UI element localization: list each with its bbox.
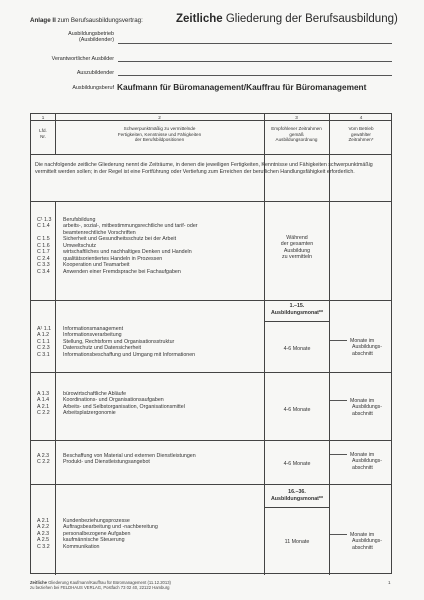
section-1-codes: C¹ 1.3 C 1.4 C 1.5 C 1.6 C 1.7 C 2.4 C 3.3 C 3.4 bbox=[37, 217, 52, 275]
field-label-ausbilder: Verantwortlicher Ausbilder bbox=[51, 56, 114, 62]
col-number-2: 2 bbox=[158, 114, 161, 120]
gliederung-table bbox=[30, 113, 392, 574]
section-4-zeitrahmen: 4-6 Monate bbox=[283, 461, 311, 467]
page-number: 1 bbox=[388, 580, 391, 585]
section-4-betrieb-zeitrahmen[interactable]: Monate im Ausbildungs- abschnitt bbox=[330, 452, 392, 471]
col-header-zeitrahmen-empfohlen: Empfohlener Zeitrahmen gemäß Ausbildungsordnung bbox=[271, 126, 322, 143]
section-1-zeitrahmen: Während der gesamten Ausbildung zu vermitteln bbox=[280, 235, 314, 261]
section-3-zeitrahmen: 4-6 Monate bbox=[283, 407, 311, 413]
footer-text: Zeitliche Gliederung Kaufmann/Kauffrau für Büromanagement (11.12.2013) zu beziehen bei FELDHAUS VERLAG, Postfach 73 02 40, 22122 Hamburg bbox=[30, 580, 171, 591]
col-header-fertigkeiten: Schwerpunktmäßig zu vermittelnde Fertigkeiten, Kenntnisse und Fähigkeiten der Berufsbildpositionen bbox=[117, 126, 202, 143]
anlage-label: Anlage II zum Berufsausbildungsvertrag: bbox=[30, 17, 143, 24]
section-5-codes: A 2.1 A 2.2 A 2.3 A 2.5 C 3.2 bbox=[37, 518, 50, 550]
field-line-ausbildungsbetrieb[interactable] bbox=[118, 43, 392, 44]
intro-text: Die nachfolgende zeitliche Gliederung nennt die Zeiträume, in denen die jeweiligen Fertigkeiten, Kenntnisse und Fähigkeiten schwerpunktmäßig vermittelt werden sollen; in der Regel ist eine Fortführung oder Vertiefung zum Erreichen der beruflichen Handlungsfähigkeit erforderlich. bbox=[35, 162, 373, 175]
section-5-betrieb-zeitrahmen[interactable]: Monate im Ausbildungs- abschnitt bbox=[330, 532, 392, 551]
monate-input-line[interactable] bbox=[330, 454, 347, 455]
col-header-zeitrahmen-betrieb: Vom Betrieb gewählter Zeitrahmen* bbox=[348, 126, 374, 143]
ausbildungsmonat-16-36: 16.–36. Ausbildungsmonat** bbox=[270, 489, 324, 502]
section-5-zeitrahmen: 11 Monate bbox=[284, 539, 310, 545]
section-3-betrieb-zeitrahmen[interactable]: Monate im Ausbildungs- abschnitt bbox=[330, 398, 392, 417]
section-3-items: bürowirtschaftliche Abläufe Koordinations- und Organisationsaufgaben Arbeits- und Selbstorganisation, Organisationsmittel Arbeitsplatzergonomie bbox=[63, 391, 185, 417]
section-2-zeitrahmen: 4-6 Monate bbox=[283, 346, 311, 352]
field-label-ausbildungsbetrieb: Ausbildungsbetrieb (Ausbildender) bbox=[68, 31, 114, 43]
monate-input-line[interactable] bbox=[330, 534, 347, 535]
col-number-1: 1 bbox=[41, 114, 45, 120]
col-number-4: 4 bbox=[359, 114, 363, 120]
section-4-codes: A 2.3 C 2.2 bbox=[37, 453, 50, 466]
section-4-items: Beschaffung von Material und externen Dienstleistungen Produkt- und Dienstleistungsangebot bbox=[63, 453, 196, 466]
field-label-auszubildender: Auszubildender bbox=[76, 70, 114, 76]
beruf-value: Kaufmann für Büromanagement/Kauffrau für Büromanagement bbox=[117, 82, 367, 92]
col-number-3: 3 bbox=[295, 114, 298, 120]
beruf-label: Ausbildungsberuf bbox=[72, 85, 114, 91]
section-2-items: Informationsmanagement Informationsverarbeitung Stellung, Rechtsform und Organisationsstruktur Datenschutz und Datensicherheit Informationsbeschaffung und Umgang mit Informationen bbox=[63, 326, 196, 358]
section-3-codes: A 1.3 A 1.4 A 2.1 C 2.2 bbox=[37, 391, 50, 417]
field-line-auszubildender[interactable] bbox=[118, 75, 392, 76]
ausbildungsmonat-1-15: 1.–15. Ausbildungsmonat** bbox=[270, 303, 324, 316]
section-2-betrieb-zeitrahmen[interactable]: Monate im Ausbildungs- abschnitt bbox=[330, 338, 392, 357]
monate-input-line[interactable] bbox=[330, 400, 347, 401]
document-title: Zeitliche Gliederung der Berufsausbildung) bbox=[176, 13, 398, 25]
section-5-items: Kundenbeziehungsprozesse Auftragsbearbeitung und -nachbereitung personalbezogene Aufgaben kaufmännische Steuerung Kommunikation bbox=[63, 518, 158, 550]
col-header-lfd-nr: Lfd. Nr. bbox=[39, 128, 47, 139]
field-line-ausbilder[interactable] bbox=[118, 61, 392, 62]
section-1-items: Berufsbildung arbeits-, sozial-, mitbestimmungsrechtliche und tarif- oder beamtenrechtliche Vorschriften Sicherheit und Gesundheitsschutz bei der Arbeit Umweltschutz wirtschaftliches und nachhaltiges Denken und Handeln qualitätsorientiertes Handeln in Prozessen Kooperation und Teamarbeit Anwenden einer Fremdsprache bei Fachaufgaben bbox=[63, 217, 198, 275]
section-2-codes: A¹ 1.1 A 1.2 C 1.1 C 2.3 C 3.1 bbox=[37, 326, 52, 358]
monate-input-line[interactable] bbox=[330, 340, 347, 341]
